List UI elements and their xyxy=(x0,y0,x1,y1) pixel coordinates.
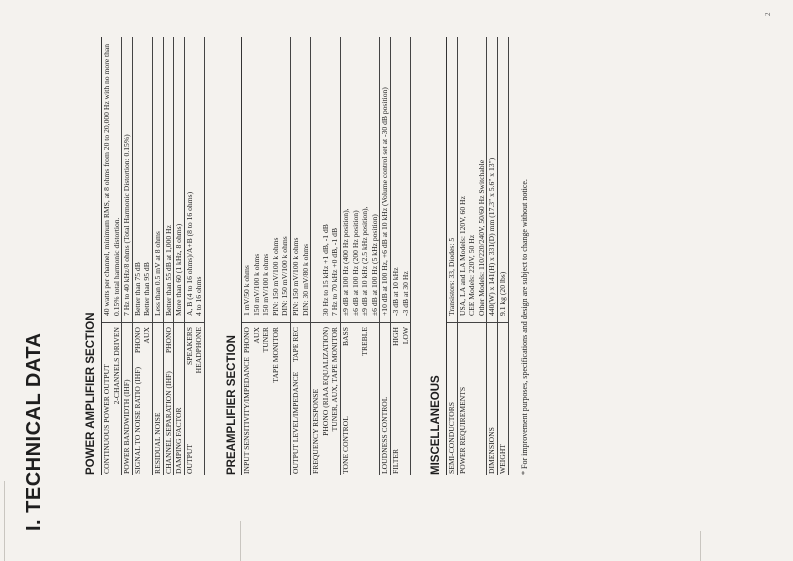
spec-label xyxy=(447,323,457,475)
power-amplifier-table xyxy=(101,37,205,475)
label-text: TONE CONTROL xyxy=(340,416,350,474)
preamplifier-table xyxy=(241,37,411,475)
label-text: FILTER xyxy=(390,448,400,474)
spec-value xyxy=(185,37,204,323)
table-row xyxy=(242,37,291,475)
label-line: AUX xyxy=(142,327,152,344)
value-line: -3 dB at 30 Hz xyxy=(400,271,410,316)
value-line: More than 60 (1 kHz, 8 ohms) xyxy=(174,223,184,316)
spec-label xyxy=(153,323,163,475)
value-line: ±9 dB at 10 kHz (2.5 kHz position), xyxy=(360,206,370,316)
value-line: Less than 0.5 mV at 8 ohms xyxy=(152,231,162,316)
value-line: 150 mV/100 k ohms xyxy=(261,253,271,316)
label-line xyxy=(164,327,174,474)
scan-edge-mark xyxy=(4,481,5,561)
value-line: USA, LA and LA Models: 120V, 60 Hz xyxy=(457,196,467,316)
label-text: HIGH xyxy=(390,327,400,346)
label-line: TUNER, AUX, TAPE MONITOR xyxy=(330,327,340,432)
spec-label xyxy=(242,323,290,475)
scan-edge-mark xyxy=(700,531,701,561)
spec-label xyxy=(185,323,204,475)
label-text: BASS xyxy=(340,327,350,346)
spec-label xyxy=(341,323,379,475)
value-line: Better than 75 dB xyxy=(132,262,142,316)
label-line: DAMPING FACTOR xyxy=(174,407,184,474)
table-row xyxy=(341,37,380,475)
spec-value xyxy=(122,37,132,323)
spec-value xyxy=(153,37,163,323)
spec-value xyxy=(174,37,184,323)
table-row xyxy=(458,37,488,475)
label-line: RESIDUAL NOISE xyxy=(152,412,162,474)
value-line: 440(W) x 141(H) x 331(D) mm (17.3" x 5.6" x 13") xyxy=(487,157,497,316)
document-title: I. TECHNICAL DATA xyxy=(23,332,45,531)
label-text: SPEAKERS xyxy=(184,327,194,365)
value-line: ±6 dB at 100 Hz (5 kHz position) xyxy=(369,214,379,316)
label-text: OUTPUT xyxy=(184,444,194,474)
table-row xyxy=(102,37,122,475)
value-line: CEE Models: 220V, 50 Hz xyxy=(467,234,477,316)
spec-value xyxy=(102,37,121,323)
table-row xyxy=(447,37,458,475)
label-text: SIGNAL TO NOISE RATIO (IHF) xyxy=(132,366,142,474)
section-title-power-amplifier: POWER AMPLIFIER SECTION xyxy=(85,312,97,475)
spec-label xyxy=(458,323,487,475)
label-text: PHONO xyxy=(242,327,251,354)
value-line: 150 mV/100 k ohms xyxy=(251,253,261,316)
spec-label xyxy=(164,323,174,475)
label-line: FREQUENCY RESPONSE xyxy=(311,388,321,474)
spec-label xyxy=(122,323,132,475)
spec-value xyxy=(458,37,487,323)
label-text: INPUT SENSITIVITY/IMPEDANCE xyxy=(242,357,251,474)
value-line: 4 to 16 ohms xyxy=(194,276,204,316)
label-line: HEADPHONE xyxy=(194,327,204,374)
label-line xyxy=(242,327,252,474)
label-line: LOUDNESS CONTROL xyxy=(380,396,390,474)
value-line: PIN: 150 mV/100 k ohms xyxy=(290,237,300,316)
section-title-miscellaneous: MISCELLANEOUS xyxy=(430,375,442,475)
label-line xyxy=(133,327,143,474)
spec-label xyxy=(391,323,410,475)
label-line: PHONO (RIAA EQUALIZATION) xyxy=(320,327,330,436)
value-line: PIN: 150 mV/100 k ohms xyxy=(270,237,280,316)
label-line: TREBLE xyxy=(360,327,370,356)
spec-value xyxy=(447,37,457,323)
spec-label xyxy=(133,323,152,475)
spec-label xyxy=(174,323,184,475)
spec-value xyxy=(164,37,174,323)
value-line: DIN: 150 mV/100 k ohms xyxy=(280,236,290,316)
label-line: LOW xyxy=(400,327,410,345)
label-line xyxy=(391,327,401,474)
value-line: Better than 95 dB xyxy=(142,262,152,316)
spec-value xyxy=(133,37,152,323)
spec-value xyxy=(498,37,508,323)
spec-label xyxy=(102,323,121,475)
spec-label xyxy=(487,323,497,475)
table-row xyxy=(311,37,341,475)
label-line xyxy=(185,327,195,474)
table-row xyxy=(153,37,164,475)
spec-value xyxy=(380,37,390,323)
label-line: 2-CHANNELS DRIVEN xyxy=(111,327,121,405)
label-line: CONTINUOUS POWER OUTPUT xyxy=(102,364,111,474)
value-line: 7 Hz to 40 kHz/8 ohms (Total Harmonic Distortion: 0.15%) xyxy=(122,134,132,316)
scan-edge-mark xyxy=(240,521,241,561)
label-text: TAPE REC xyxy=(290,327,300,363)
label-text: PHONO xyxy=(132,327,142,354)
spec-label xyxy=(380,323,390,475)
value-line: 9.1 kg (20 lbs) xyxy=(497,271,507,316)
value-line: +10 dB at 100 Hz, +6 dB at 10 kHz (Volume control set at -30 dB position) xyxy=(380,87,390,316)
spec-value xyxy=(311,37,340,323)
miscellaneous-table xyxy=(446,37,509,475)
label-line: AUX xyxy=(251,327,261,344)
spec-value xyxy=(391,37,410,323)
value-line: 30 Hz to 15 kHz +1 dB, -1 dB xyxy=(320,224,330,316)
spec-label xyxy=(291,323,310,475)
label-line: POWER BANDWIDTH (IHF) xyxy=(122,379,132,474)
label-line: TUNER xyxy=(261,327,271,353)
spec-value xyxy=(341,37,379,323)
value-line: -3 dB at 10 kHz xyxy=(390,267,400,316)
spec-value xyxy=(291,37,310,323)
label-line: WEIGHT xyxy=(497,444,507,474)
table-row xyxy=(122,37,133,475)
label-line: TAPE MONITOR xyxy=(270,327,280,383)
value-line: 40 watts per channel, minimum RMS, at 8 ohms from 20 to 20,000 Hz with no more than 0.15% total harmonic distortion. xyxy=(102,43,121,316)
value-line: ±9 dB at 100 Hz (400 Hz position), xyxy=(340,208,350,316)
value-line: DIN: 30 mV/80 k ohms xyxy=(300,243,310,316)
table-row xyxy=(380,37,391,475)
value-line: 1 mV/50 k ohms xyxy=(242,265,251,316)
label-line: POWER REQUIREMENTS xyxy=(457,386,467,474)
table-row xyxy=(185,37,205,475)
spec-value xyxy=(487,37,497,323)
value-line: 7 Hz to 70 kHz +0 dB, -1 dB xyxy=(330,227,340,316)
spec-label xyxy=(311,323,340,475)
table-row xyxy=(487,37,498,475)
spec-label xyxy=(498,323,508,475)
table-row xyxy=(164,37,175,475)
label-text: PHONO xyxy=(163,327,173,354)
value-line: Better than 55 dB at 1,000 Hz xyxy=(163,225,173,316)
label-line: DIMENSIONS xyxy=(487,427,497,474)
label-line: SEMI-CONDUCTORS xyxy=(447,401,456,474)
spec-value xyxy=(242,37,290,323)
label-text: CHANNEL SEPARATION (IHF) xyxy=(163,371,173,474)
value-line: Other Models: 110/220/240V, 50/60 Hz Switchable xyxy=(476,159,486,316)
table-row xyxy=(174,37,185,475)
value-line: A, B (4 to 16 ohms)/A+B (8 to 16 ohms) xyxy=(184,191,194,316)
table-row xyxy=(391,37,411,475)
table-row xyxy=(133,37,153,475)
label-line xyxy=(291,327,301,474)
label-text: OUTPUT LEVEL/IMPEDANCE xyxy=(290,371,300,474)
section-title-preamplifier: PREAMPLIFIER SECTION xyxy=(226,335,238,475)
value-line: Transistors: 33, Diodes: 5 xyxy=(447,237,456,316)
footnote: * For improvement purposes, specifications and design are subject to change without notice. xyxy=(520,179,529,475)
page-number: 2 xyxy=(764,12,772,16)
value-line: ±6 dB at 100 Hz (200 Hz position) xyxy=(350,210,360,316)
table-row xyxy=(498,37,509,475)
label-line xyxy=(341,327,351,474)
table-row xyxy=(291,37,311,475)
